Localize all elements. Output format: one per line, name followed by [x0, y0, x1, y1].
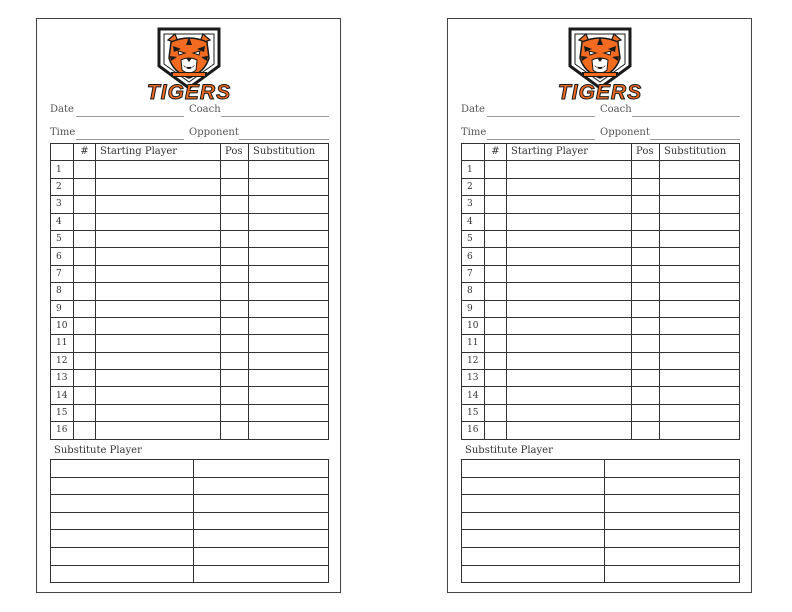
position-cell[interactable]: [632, 161, 660, 178]
substitute-name-cell[interactable]: [462, 477, 605, 495]
row-number: 4: [51, 213, 74, 230]
row-number: 10: [51, 317, 74, 334]
row-number: 1: [51, 161, 74, 178]
position-cell[interactable]: [221, 248, 249, 265]
table-row: [51, 300, 329, 317]
substitution-header: Substitution: [660, 144, 740, 161]
substitute-name-cell[interactable]: [51, 512, 194, 530]
substitute-name-cell[interactable]: [51, 495, 194, 513]
starting-player-cell[interactable]: [96, 196, 221, 213]
starting-player-cell[interactable]: [507, 265, 632, 282]
table-row: [51, 317, 329, 334]
table-row: [462, 265, 740, 282]
starting-player-cell[interactable]: [96, 248, 221, 265]
substitute-row: [462, 477, 740, 495]
jersey-number-cell[interactable]: [74, 213, 96, 230]
jersey-number-cell[interactable]: [74, 230, 96, 247]
lineup-body: [462, 161, 740, 439]
jersey-number-cell[interactable]: [74, 283, 96, 300]
jersey-number-cell[interactable]: [485, 300, 507, 317]
substitution-cell[interactable]: [660, 300, 740, 317]
position-cell[interactable]: [632, 178, 660, 195]
position-cell[interactable]: [632, 370, 660, 387]
table-row: [462, 387, 740, 404]
row-number: 15: [462, 404, 485, 421]
substitution-cell[interactable]: [249, 300, 329, 317]
row-number: 11: [51, 335, 74, 352]
table-row: [51, 265, 329, 282]
substitute-detail-cell[interactable]: [605, 460, 740, 478]
row-number: 9: [462, 300, 485, 317]
substitute-row: [51, 565, 329, 583]
substitution-cell[interactable]: [249, 161, 329, 178]
substitution-cell[interactable]: [660, 248, 740, 265]
substitute-name-cell[interactable]: [51, 547, 194, 565]
row-number-header: [51, 144, 74, 161]
substitution-cell[interactable]: [660, 196, 740, 213]
jersey-number-cell[interactable]: [485, 230, 507, 247]
row-number-header: [462, 144, 485, 161]
substitute-detail-cell[interactable]: [605, 512, 740, 530]
substitute-name-cell[interactable]: [51, 565, 194, 583]
table-row: [51, 178, 329, 195]
position-cell[interactable]: [221, 370, 249, 387]
substitution-cell[interactable]: [660, 335, 740, 352]
starting-player-cell[interactable]: [507, 352, 632, 369]
starting-player-cell[interactable]: [96, 317, 221, 334]
starting-player-header: Starting Player: [96, 144, 221, 161]
jersey-number-cell[interactable]: [485, 248, 507, 265]
position-cell[interactable]: [221, 335, 249, 352]
substitution-cell[interactable]: [249, 422, 329, 439]
substitution-cell[interactable]: [249, 178, 329, 195]
substitution-header: Substitution: [249, 144, 329, 161]
table-row: [462, 335, 740, 352]
substitute-row: [51, 495, 329, 513]
table-row: [51, 196, 329, 213]
jersey-number-cell[interactable]: [485, 404, 507, 421]
substitute-name-cell[interactable]: [462, 530, 605, 548]
table-row: [462, 178, 740, 195]
table-row: [462, 213, 740, 230]
time-label: Time: [50, 127, 76, 138]
substitution-cell[interactable]: [660, 370, 740, 387]
substitute-row: [462, 530, 740, 548]
substitution-cell[interactable]: [249, 248, 329, 265]
substitute-name-cell[interactable]: [462, 495, 605, 513]
starting-player-cell[interactable]: [96, 265, 221, 282]
starting-player-cell[interactable]: [96, 283, 221, 300]
table-row: [51, 387, 329, 404]
substitute-player-title: Substitute Player: [54, 445, 142, 456]
jersey-number-cell[interactable]: [74, 300, 96, 317]
tiger-logo-icon: [141, 26, 237, 102]
substitute-body: [462, 460, 740, 583]
substitute-detail-cell[interactable]: [605, 565, 740, 583]
lineup-card-left: [36, 18, 341, 593]
row-number: 3: [462, 196, 485, 213]
substitution-cell[interactable]: [249, 196, 329, 213]
row-number: 2: [462, 178, 485, 195]
starting-player-cell[interactable]: [96, 404, 221, 421]
date-label: Date: [50, 104, 74, 115]
substitute-row: [462, 495, 740, 513]
starting-player-cell[interactable]: [507, 248, 632, 265]
table-row: [462, 370, 740, 387]
substitute-detail-cell[interactable]: [605, 495, 740, 513]
position-cell[interactable]: [632, 352, 660, 369]
row-number: 6: [51, 248, 74, 265]
table-row: [51, 370, 329, 387]
substitute-name-cell[interactable]: [51, 477, 194, 495]
coach-label: Coach: [600, 104, 632, 115]
date-field[interactable]: [487, 116, 595, 117]
jersey-number-cell[interactable]: [485, 265, 507, 282]
starting-player-cell[interactable]: [507, 370, 632, 387]
table-row: [51, 248, 329, 265]
position-cell[interactable]: [632, 213, 660, 230]
jersey-number-cell[interactable]: [485, 317, 507, 334]
position-cell[interactable]: [221, 404, 249, 421]
row-number: 7: [51, 265, 74, 282]
lineup-card-right: [447, 18, 752, 593]
jersey-number-cell[interactable]: [74, 404, 96, 421]
substitute-row: [462, 547, 740, 565]
time-field[interactable]: [76, 139, 184, 140]
table-row: [462, 422, 740, 439]
substitution-cell[interactable]: [249, 265, 329, 282]
tigers-wordmark: TIGERS: [557, 81, 643, 102]
substitution-cell[interactable]: [249, 404, 329, 421]
position-cell[interactable]: [221, 317, 249, 334]
substitution-cell[interactable]: [660, 213, 740, 230]
starting-player-cell[interactable]: [96, 335, 221, 352]
substitution-cell[interactable]: [660, 422, 740, 439]
substitute-detail-cell[interactable]: [605, 547, 740, 565]
starting-player-cell[interactable]: [507, 161, 632, 178]
table-row: [51, 213, 329, 230]
position-cell[interactable]: [632, 422, 660, 439]
starting-player-cell[interactable]: [507, 422, 632, 439]
starting-player-cell[interactable]: [96, 230, 221, 247]
substitute-row: [51, 547, 329, 565]
position-header: Pos: [221, 144, 249, 161]
row-number: 8: [51, 283, 74, 300]
position-header: Pos: [632, 144, 660, 161]
jersey-number-cell[interactable]: [485, 422, 507, 439]
substitution-cell[interactable]: [249, 213, 329, 230]
coach-label: Coach: [189, 104, 221, 115]
jersey-number-cell[interactable]: [485, 196, 507, 213]
row-number: 15: [51, 404, 74, 421]
jersey-number-header: #: [74, 144, 96, 161]
starting-player-cell[interactable]: [507, 387, 632, 404]
starting-player-cell[interactable]: [507, 404, 632, 421]
substitute-detail-cell[interactable]: [194, 530, 329, 548]
opponent-field[interactable]: [650, 139, 740, 140]
date-field[interactable]: [76, 116, 184, 117]
starting-player-cell[interactable]: [507, 283, 632, 300]
position-cell[interactable]: [221, 196, 249, 213]
substitute-detail-cell[interactable]: [194, 495, 329, 513]
substitute-row: [462, 512, 740, 530]
starting-player-cell[interactable]: [96, 178, 221, 195]
substitution-cell[interactable]: [249, 230, 329, 247]
jersey-number-cell[interactable]: [485, 283, 507, 300]
date-label: Date: [461, 104, 485, 115]
substitute-detail-cell[interactable]: [194, 547, 329, 565]
row-number: 5: [462, 230, 485, 247]
time-label: Time: [461, 127, 487, 138]
substitution-cell[interactable]: [249, 370, 329, 387]
position-cell[interactable]: [632, 283, 660, 300]
starting-player-cell[interactable]: [507, 196, 632, 213]
row-number: 3: [51, 196, 74, 213]
position-cell[interactable]: [632, 317, 660, 334]
position-cell[interactable]: [632, 387, 660, 404]
row-number: 4: [462, 213, 485, 230]
row-number: 9: [51, 300, 74, 317]
substitution-cell[interactable]: [249, 387, 329, 404]
time-opponent-row: [50, 127, 328, 141]
table-row: [462, 352, 740, 369]
row-number: 13: [462, 370, 485, 387]
jersey-number-cell[interactable]: [485, 370, 507, 387]
substitute-table: [461, 459, 740, 583]
coach-field[interactable]: [632, 116, 740, 117]
table-row: [51, 404, 329, 421]
jersey-number-cell[interactable]: [74, 335, 96, 352]
substitution-cell[interactable]: [660, 178, 740, 195]
row-number: 6: [462, 248, 485, 265]
row-number: 8: [462, 283, 485, 300]
starting-lineup-table: [50, 143, 329, 440]
position-cell[interactable]: [632, 265, 660, 282]
row-number: 16: [462, 422, 485, 439]
jersey-number-cell[interactable]: [74, 387, 96, 404]
substitution-cell[interactable]: [660, 230, 740, 247]
starting-lineup-table: [461, 143, 740, 440]
jersey-number-cell[interactable]: [74, 422, 96, 439]
opponent-label: Opponent: [600, 127, 650, 138]
starting-player-header: Starting Player: [507, 144, 632, 161]
jersey-number-cell[interactable]: [485, 387, 507, 404]
substitute-row: [462, 460, 740, 478]
starting-player-cell[interactable]: [507, 213, 632, 230]
substitute-name-cell[interactable]: [462, 565, 605, 583]
substitute-detail-cell[interactable]: [194, 477, 329, 495]
position-cell[interactable]: [632, 335, 660, 352]
lineup-body: [51, 161, 329, 439]
position-cell[interactable]: [221, 161, 249, 178]
table-header-row: [51, 144, 329, 161]
jersey-number-cell[interactable]: [485, 213, 507, 230]
position-cell[interactable]: [632, 404, 660, 421]
coach-field[interactable]: [221, 116, 329, 117]
substitution-cell[interactable]: [660, 387, 740, 404]
substitute-name-cell[interactable]: [462, 512, 605, 530]
position-cell[interactable]: [632, 300, 660, 317]
opponent-field[interactable]: [239, 139, 329, 140]
table-row: [51, 161, 329, 178]
opponent-label: Opponent: [189, 127, 239, 138]
substitute-detail-cell[interactable]: [194, 512, 329, 530]
table-row: [51, 352, 329, 369]
substitution-cell[interactable]: [249, 335, 329, 352]
jersey-number-cell[interactable]: [485, 352, 507, 369]
substitute-name-cell[interactable]: [51, 530, 194, 548]
starting-player-cell[interactable]: [96, 213, 221, 230]
row-number: 2: [51, 178, 74, 195]
substitute-detail-cell[interactable]: [605, 477, 740, 495]
jersey-number-cell[interactable]: [74, 161, 96, 178]
tigers-wordmark: TIGERS: [146, 81, 232, 102]
position-cell[interactable]: [221, 230, 249, 247]
row-number: 14: [462, 387, 485, 404]
substitution-cell[interactable]: [660, 404, 740, 421]
starting-player-cell[interactable]: [507, 335, 632, 352]
starting-player-cell[interactable]: [507, 317, 632, 334]
date-coach-row: [461, 104, 739, 118]
position-cell[interactable]: [221, 265, 249, 282]
table-row: [462, 283, 740, 300]
starting-player-cell[interactable]: [96, 422, 221, 439]
substitute-table: [50, 459, 329, 583]
position-cell[interactable]: [632, 248, 660, 265]
row-number: 1: [462, 161, 485, 178]
jersey-number-cell[interactable]: [74, 248, 96, 265]
table-row: [462, 248, 740, 265]
starting-player-cell[interactable]: [96, 352, 221, 369]
starting-player-cell[interactable]: [507, 178, 632, 195]
row-number: 5: [51, 230, 74, 247]
substitute-name-cell[interactable]: [462, 547, 605, 565]
substitution-cell[interactable]: [660, 265, 740, 282]
substitute-detail-cell[interactable]: [194, 565, 329, 583]
row-number: 16: [51, 422, 74, 439]
substitution-cell[interactable]: [660, 283, 740, 300]
position-cell[interactable]: [221, 178, 249, 195]
starting-player-cell[interactable]: [96, 387, 221, 404]
jersey-number-cell[interactable]: [74, 352, 96, 369]
jersey-number-cell[interactable]: [485, 335, 507, 352]
jersey-number-cell[interactable]: [74, 196, 96, 213]
table-row: [462, 196, 740, 213]
substitution-cell[interactable]: [249, 352, 329, 369]
row-number: 13: [51, 370, 74, 387]
substitute-row: [51, 460, 329, 478]
substitute-row: [51, 477, 329, 495]
jersey-number-cell[interactable]: [74, 178, 96, 195]
jersey-number-cell[interactable]: [74, 265, 96, 282]
substitution-cell[interactable]: [660, 161, 740, 178]
substitute-row: [462, 565, 740, 583]
substitution-cell[interactable]: [249, 283, 329, 300]
table-row: [462, 300, 740, 317]
table-row: [51, 422, 329, 439]
position-cell[interactable]: [221, 387, 249, 404]
starting-player-cell[interactable]: [507, 230, 632, 247]
position-cell[interactable]: [221, 352, 249, 369]
row-number: 10: [462, 317, 485, 334]
table-row: [51, 335, 329, 352]
substitution-cell[interactable]: [660, 352, 740, 369]
jersey-number-cell[interactable]: [74, 317, 96, 334]
table-row: [462, 161, 740, 178]
substitute-row: [51, 512, 329, 530]
date-coach-row: [50, 104, 328, 118]
row-number: 14: [51, 387, 74, 404]
substitute-detail-cell[interactable]: [605, 530, 740, 548]
starting-player-cell[interactable]: [507, 300, 632, 317]
substitute-body: [51, 460, 329, 583]
table-header-row: [462, 144, 740, 161]
position-cell[interactable]: [632, 230, 660, 247]
position-cell[interactable]: [221, 213, 249, 230]
jersey-number-header: #: [485, 144, 507, 161]
jersey-number-cell[interactable]: [74, 370, 96, 387]
substitute-row: [51, 530, 329, 548]
row-number: 12: [51, 352, 74, 369]
time-field[interactable]: [487, 139, 595, 140]
jersey-number-cell[interactable]: [485, 161, 507, 178]
position-cell[interactable]: [221, 300, 249, 317]
substitute-name-cell[interactable]: [462, 460, 605, 478]
row-number: 7: [462, 265, 485, 282]
jersey-number-cell[interactable]: [485, 178, 507, 195]
substitute-name-cell[interactable]: [51, 460, 194, 478]
substitute-detail-cell[interactable]: [194, 460, 329, 478]
row-number: 11: [462, 335, 485, 352]
tiger-logo-icon: [552, 26, 648, 102]
starting-player-cell[interactable]: [96, 161, 221, 178]
table-row: [462, 317, 740, 334]
table-row: [51, 230, 329, 247]
substitution-cell[interactable]: [249, 317, 329, 334]
time-opponent-row: [461, 127, 739, 141]
starting-player-cell[interactable]: [96, 370, 221, 387]
position-cell[interactable]: [221, 283, 249, 300]
substitute-player-title: Substitute Player: [465, 445, 553, 456]
table-row: [462, 230, 740, 247]
starting-player-cell[interactable]: [96, 300, 221, 317]
substitution-cell[interactable]: [660, 317, 740, 334]
row-number: 12: [462, 352, 485, 369]
position-cell[interactable]: [221, 422, 249, 439]
position-cell[interactable]: [632, 196, 660, 213]
table-row: [462, 404, 740, 421]
table-row: [51, 283, 329, 300]
